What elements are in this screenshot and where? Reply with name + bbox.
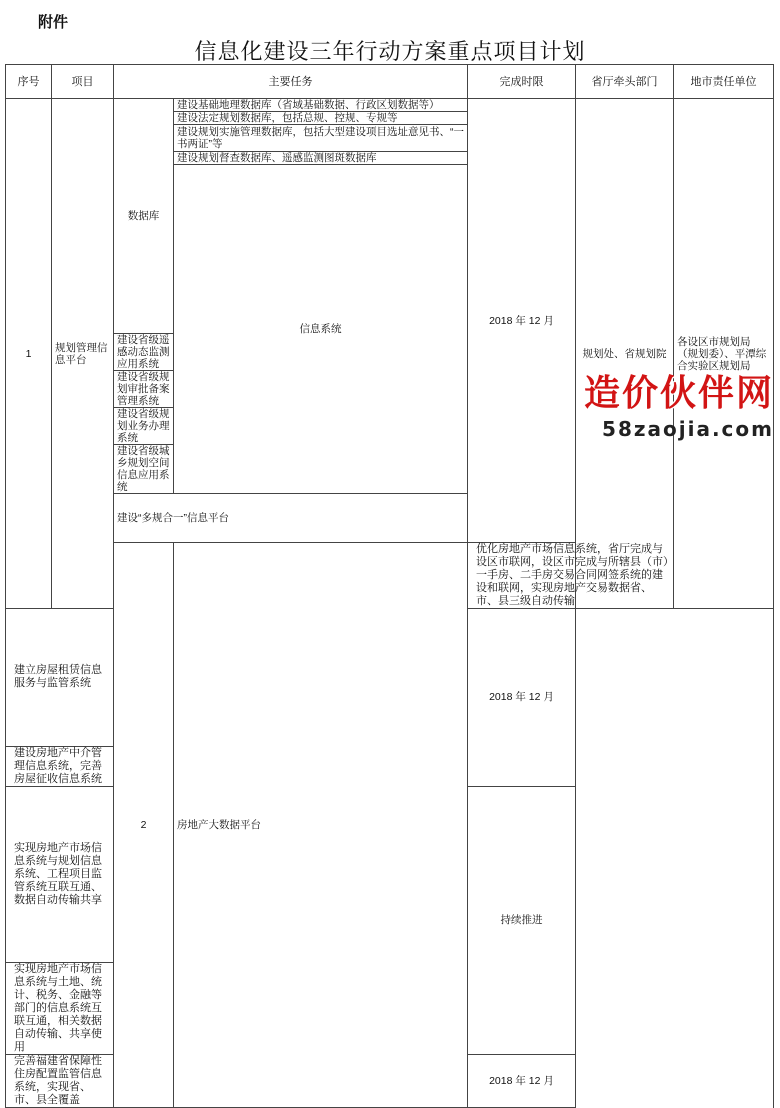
project2-task: 建设房地产中介管理信息系统，完善房屋征收信息系统	[6, 746, 114, 786]
db-item: 建设基础地理数据库（省域基础数据、行政区划数据等）	[174, 99, 468, 112]
project2-deadline: 持续推进	[468, 786, 576, 1055]
header-deadline: 完成时限	[468, 65, 576, 99]
project1-local: 各设区市规划局（规划委）、平潭综合实验区规划局	[674, 99, 774, 609]
project1-dept: 规划处、省规划院	[576, 99, 674, 609]
project2-task: 建立房屋租赁信息服务与监管系统	[6, 609, 114, 747]
sys-item: 建设省级规划业务办理系统	[114, 408, 174, 445]
db-item: 建设规划实施管理数据库，包括大型建设项目选址意见书、“一书两证”等	[174, 125, 468, 152]
project1-seq: 1	[6, 99, 52, 609]
project-plan-table	[5, 64, 774, 1108]
header-tasks: 主要任务	[114, 65, 468, 99]
project2-task: 完善福建省保障性住房配置监管信息系统，实现省、市、县全覆盖	[6, 1055, 114, 1108]
project1-name: 规划管理信息平台	[52, 99, 114, 609]
table-row	[6, 543, 774, 609]
db-item: 建设规划督查数据库、遥感监测图斑数据库	[174, 152, 468, 165]
watermark-sub: 58zaojia.com	[602, 417, 774, 441]
header-row	[6, 65, 774, 99]
header-dept: 省厅牵头部门	[576, 65, 674, 99]
project1-deadline-main: 2018 年 12 月	[468, 99, 576, 543]
project2-task: 实现房地产市场信息系统与土地、统计、税务、金融等部门的信息系统互联互通，相关数据自动传输、共享使用	[6, 963, 114, 1055]
sys-item: 建设省级城乡规划空间信息应用系统	[114, 445, 174, 494]
project2-task: 实现房地产市场信息系统与规划信息系统、工程项目监管系统互联互通、数据自动传输共享	[6, 786, 114, 963]
header-seq: 序号	[6, 65, 52, 99]
header-local: 地市责任单位	[674, 65, 774, 99]
project2-seq: 2	[114, 543, 174, 1108]
sys-item: 建设省级遥感动态监测应用系统	[114, 334, 174, 371]
attachment-label: 附件	[38, 14, 69, 31]
table-row	[6, 99, 774, 112]
project1-db-label: 数据库	[114, 99, 174, 334]
project2-deadline: 2018 年 12 月	[468, 1055, 576, 1108]
project2-deadline: 2018 年 12 月	[468, 609, 576, 787]
header-project: 项目	[52, 65, 114, 99]
project2-task: 优化房地产市场信息系统，省厅完成与设区市联网，设区市完成与所辖县（市）一手房、二手房交易合同网签系统的建设和联网，实现房地产交易数据省、市、县三级自动传输	[468, 543, 674, 609]
db-item: 建设法定规划数据库，包括总规、控规、专规等	[174, 112, 468, 125]
project1-last-task: 建设“多规合一”信息平台	[114, 494, 468, 543]
project2-name: 房地产大数据平台	[174, 543, 468, 1108]
project1-sys-label: 信息系统	[174, 165, 468, 494]
page-title: 信息化建设三年行动方案重点项目计划	[194, 40, 586, 65]
watermark-main: 造价伙伴网	[583, 372, 774, 414]
sys-item: 建设省级规划审批备案管理系统	[114, 371, 174, 408]
